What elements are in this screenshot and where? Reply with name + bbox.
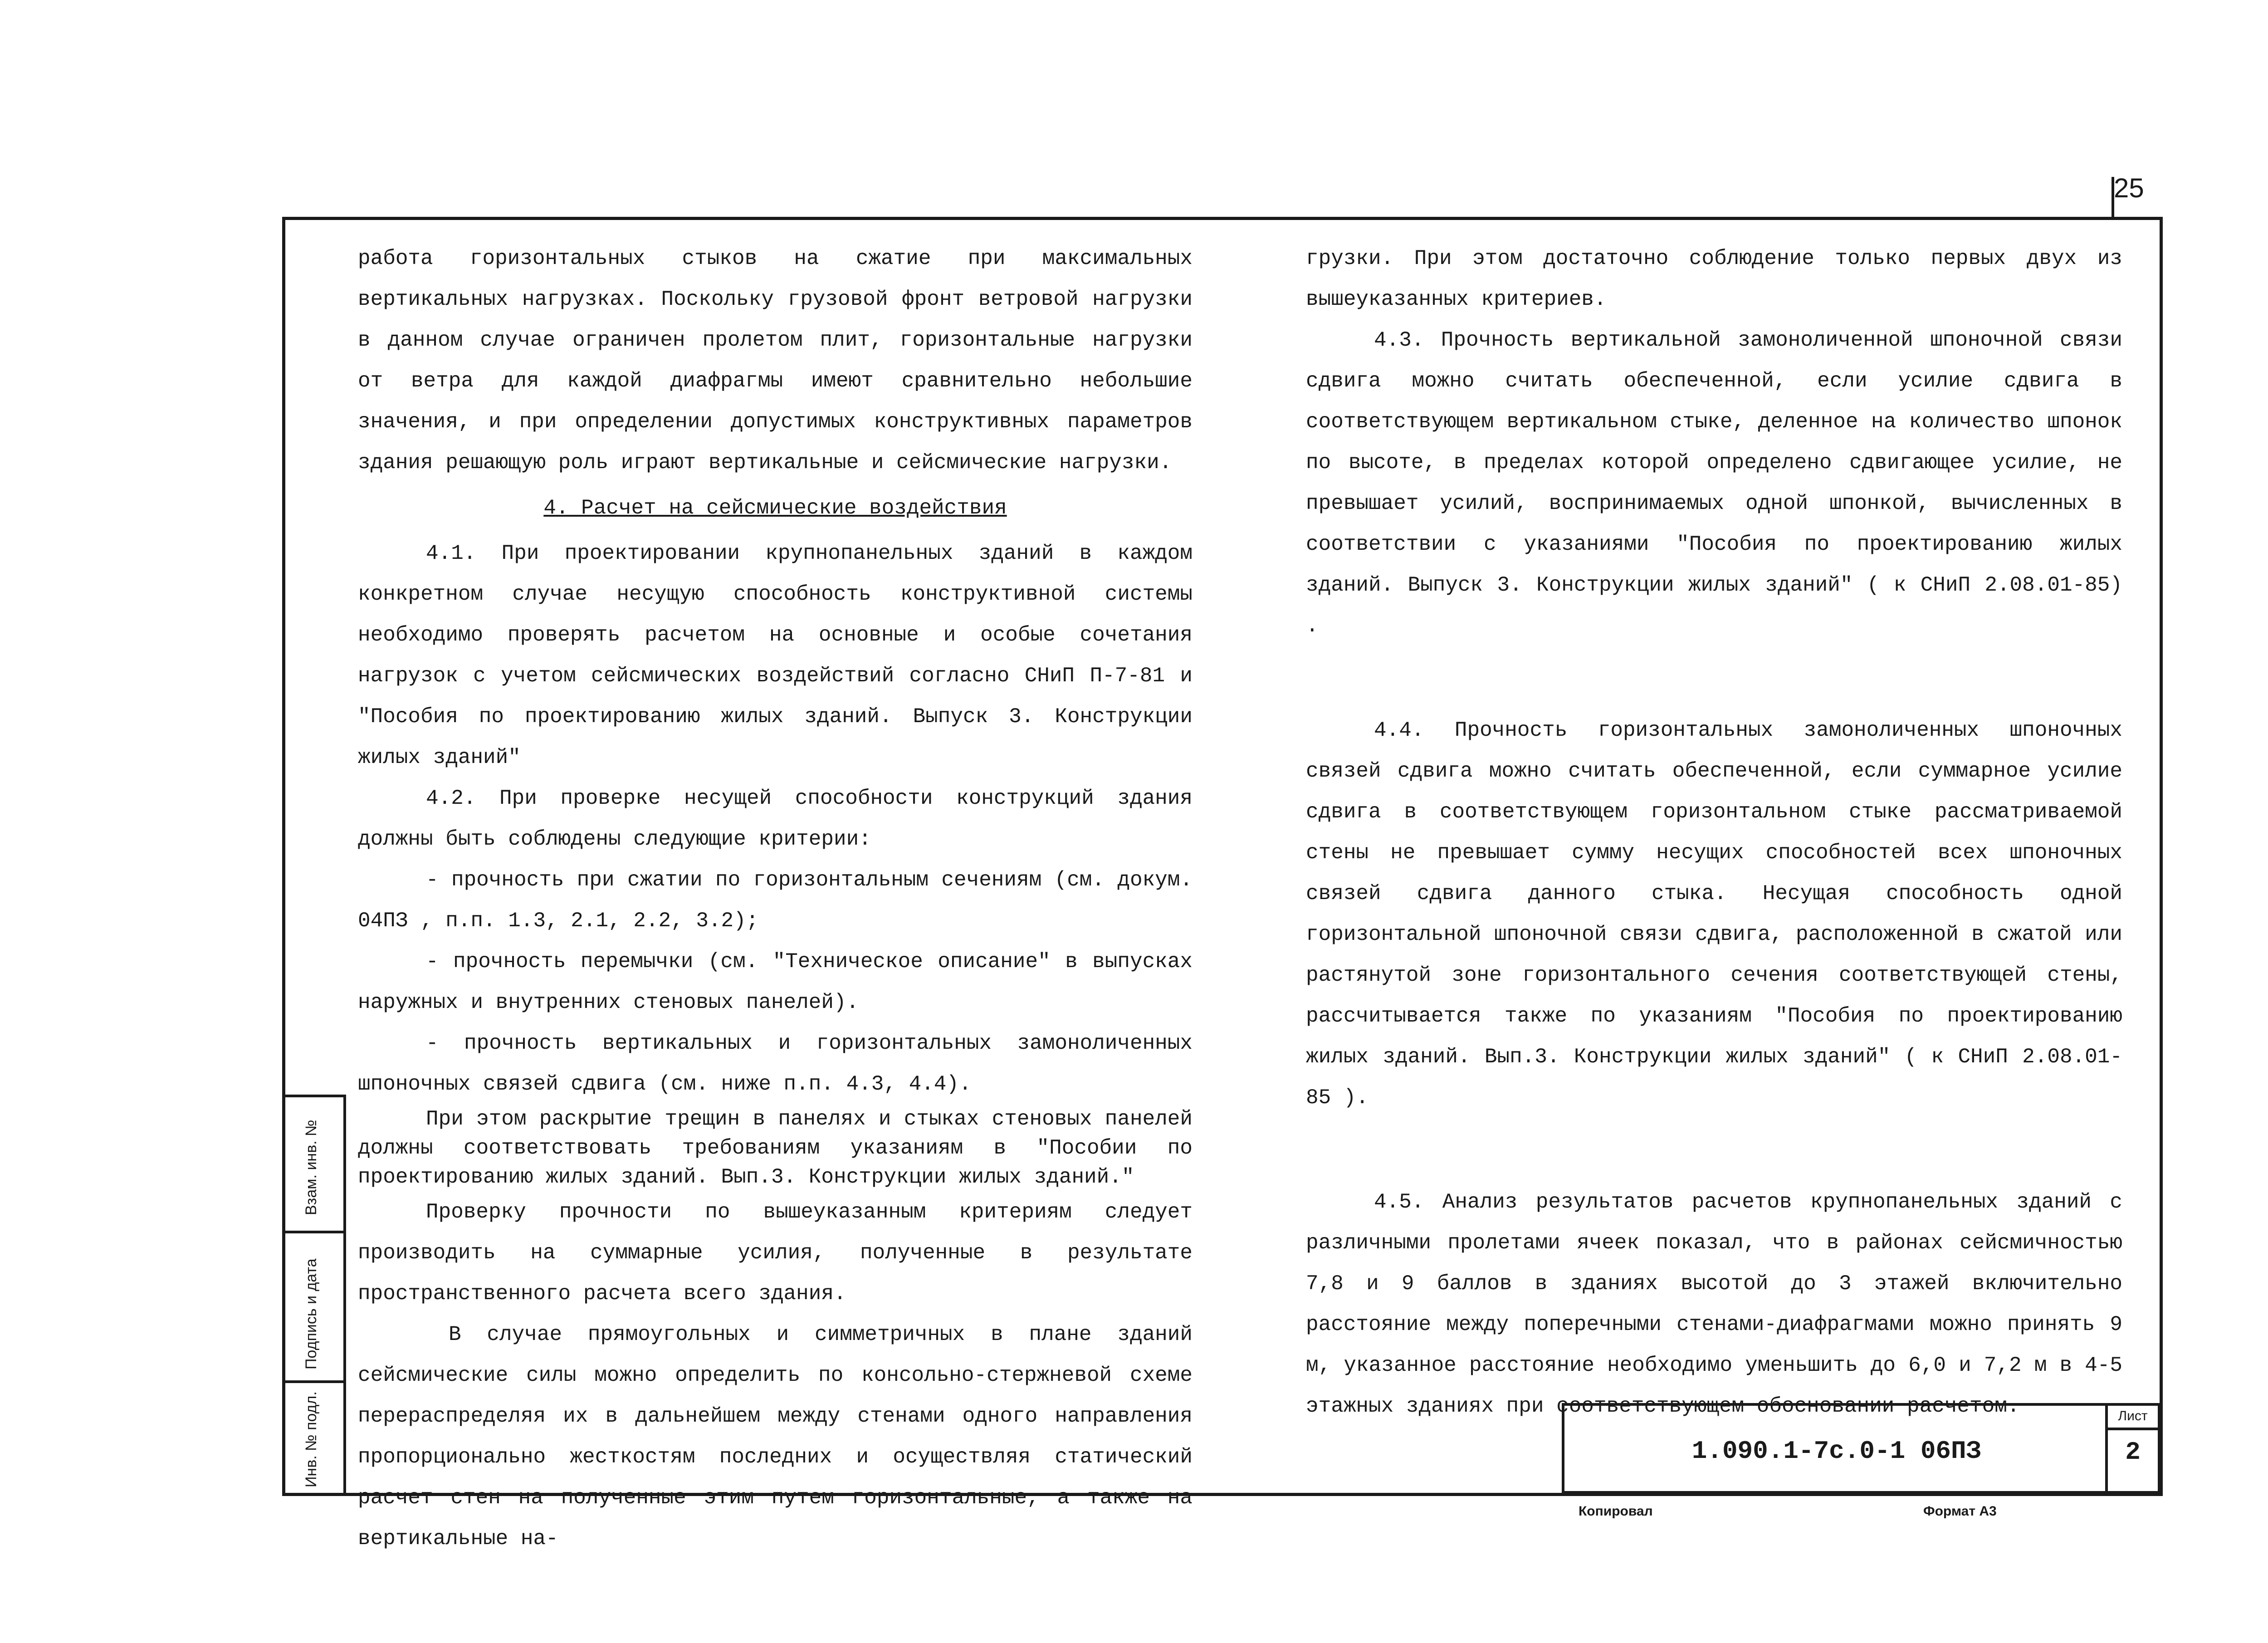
spacer — [1306, 646, 2122, 710]
paragraph-4-2: 4.2. При проверке несущей способности конструкций здания должны быть соблюдены следующие критерии: — [358, 787, 1205, 851]
sheet-box — [2105, 1406, 2158, 1492]
continuation-paragraph: грузки. При этом достаточно соблюдение только первых двух из вышеуказанных критериев. — [1306, 247, 2135, 311]
spacer — [1306, 1118, 2122, 1182]
side-cell-sign — [284, 1231, 343, 1380]
document-code: 1.090.1-7с.0-1 06ПЗ — [1691, 1437, 1982, 1466]
paragraph-4-5: 4.5. Анализ результатов расчетов крупнопанельных зданий с различными пролетами ячеек показал, что в районах сейсмичностью 7,8 и 9 баллов в зданиях высотой до 3 этажей включительно расстояние между поперечными стенами-диафрагмами можно принять 9 м, указанное расстояние необходимо уменьшить до 6,0 и 7,2 м в 4-5 этажных зданиях при соответствующем обосновании расчетом. — [1306, 1190, 2135, 1418]
cracks-paragraph: При этом раскрытие трещин в панелях и стыках стеновых панелей должны соответствовать требованиям указаниям в "Пособии по проектированию жилых зданий. Вып.3. Конструкции жилых зданий." — [358, 1107, 1205, 1189]
sheet-label: Лист — [2108, 1408, 2158, 1430]
intro-paragraph: работа горизонтальных стыков на сжатие при максимальных вертикальных нагрузках. Поскольку грузовой фронт ветровой нагрузки в данном случае ограничен пролетом плит, горизонтальные нагрузки от ветра для каждой диафрагмы имеют сравнительно небольшие значения, и при определении допустимых конструктивных параметров здания решающую роль играют вертикальные и сейсмические нагрузки. — [358, 247, 1205, 474]
copied-label: Копировал — [1579, 1504, 1653, 1519]
title-block — [1562, 1403, 2160, 1494]
check-paragraph: Проверку прочности по вышеуказанным критериям следует производить на суммарные усилия, полученные в результате пространственного расчета всего здания. — [358, 1200, 1205, 1306]
inv-no-label: Инв. № подл. — [303, 1391, 320, 1487]
criterion-2: - прочность перемычки (см. "Техническое описание" в выпусках наружных и внутренних стеновых панелей). — [358, 950, 1205, 1014]
criterion-3: - прочность вертикальных и горизонтальных замоноличенных шпоночных связей сдвига (см. ниже п.п. 4.3, 4.4). — [358, 1032, 1205, 1096]
paragraph-4-1: 4.1. При проектировании крупнопанельных зданий в каждом конкретном случае несущую способность конструктивной системы необходимо проверять расчетом на основные и особые сочетания нагрузок с учетом сейсмических воздействий согласно СНиП П-7-81 и "Пособия по проектированию жилых зданий. Выпуск 3. Конструкции жилых зданий" — [358, 542, 1205, 769]
page-number: 25 — [2114, 173, 2144, 203]
side-cell-replace — [284, 1095, 343, 1231]
sign-date-label: Подпись и дата — [303, 1258, 320, 1369]
left-column — [358, 238, 1205, 1559]
side-stamp — [284, 1095, 346, 1494]
paragraph-4-4: 4.4. Прочность горизонтальных замоноличенных шпоночных связей сдвига можно считать обеспеченной, если суммарное усилие сдвига в соответствующем горизонтальном стыке рассматриваемой стены не превышает сумму несущих способностей всех шпоночных связей сдвига данного стыка. Несущая способность одной горизонтальной шпоночной связи сдвига, расположенной в сжатой или растянутой зоне горизонтального сечения соответствующей стены, рассчитывается также по указаниям "Пособия по проектированию жилых зданий. Вып.3. Конструкции жилых зданий" ( к СНиП 2.08.01-85 ). — [1306, 719, 2135, 1110]
case-paragraph: В случае прямоугольных и симметричных в плане зданий сейсмические силы можно определить по консольно-стержневой схеме перераспределяя их в дальнейшем между стенами одного направления пропорционально жесткостям последних и осуществляя статический расчет стен на полученные этим путем горизонтальные, а также на вертикальные на- — [358, 1323, 1205, 1550]
paragraph-4-3: 4.3. Прочность вертикальной замоноличенной шпоночной связи сдвига можно считать обеспеченной, если усилие сдвига в соответствующем вертикальном стыке, деленное на количество шпонок по высоте, в пределах которой определено сдвигающее усилие, не превышает усилий, воспринимаемых одной шпонкой, вычисленных в соответствии с указаниями "Пособия по проектированию жилых зданий. Выпуск 3. Конструкции жилых зданий" ( к СНиП 2.08.01-85) . — [1306, 328, 2135, 638]
criterion-1: - прочность при сжатии по горизонтальным сечениям (см. докум. 04ПЗ , п.п. 1.3, 2.1, 2.2, 3.2); — [358, 868, 1205, 933]
section-heading: 4. Расчет на сейсмические воздействия — [543, 496, 1007, 520]
replace-inv-label: Взам. инв. № — [303, 1120, 320, 1215]
format-label: Формат А3 — [1923, 1504, 1997, 1519]
side-cell-inv — [284, 1380, 343, 1494]
sheet-number: 2 — [2125, 1438, 2141, 1467]
